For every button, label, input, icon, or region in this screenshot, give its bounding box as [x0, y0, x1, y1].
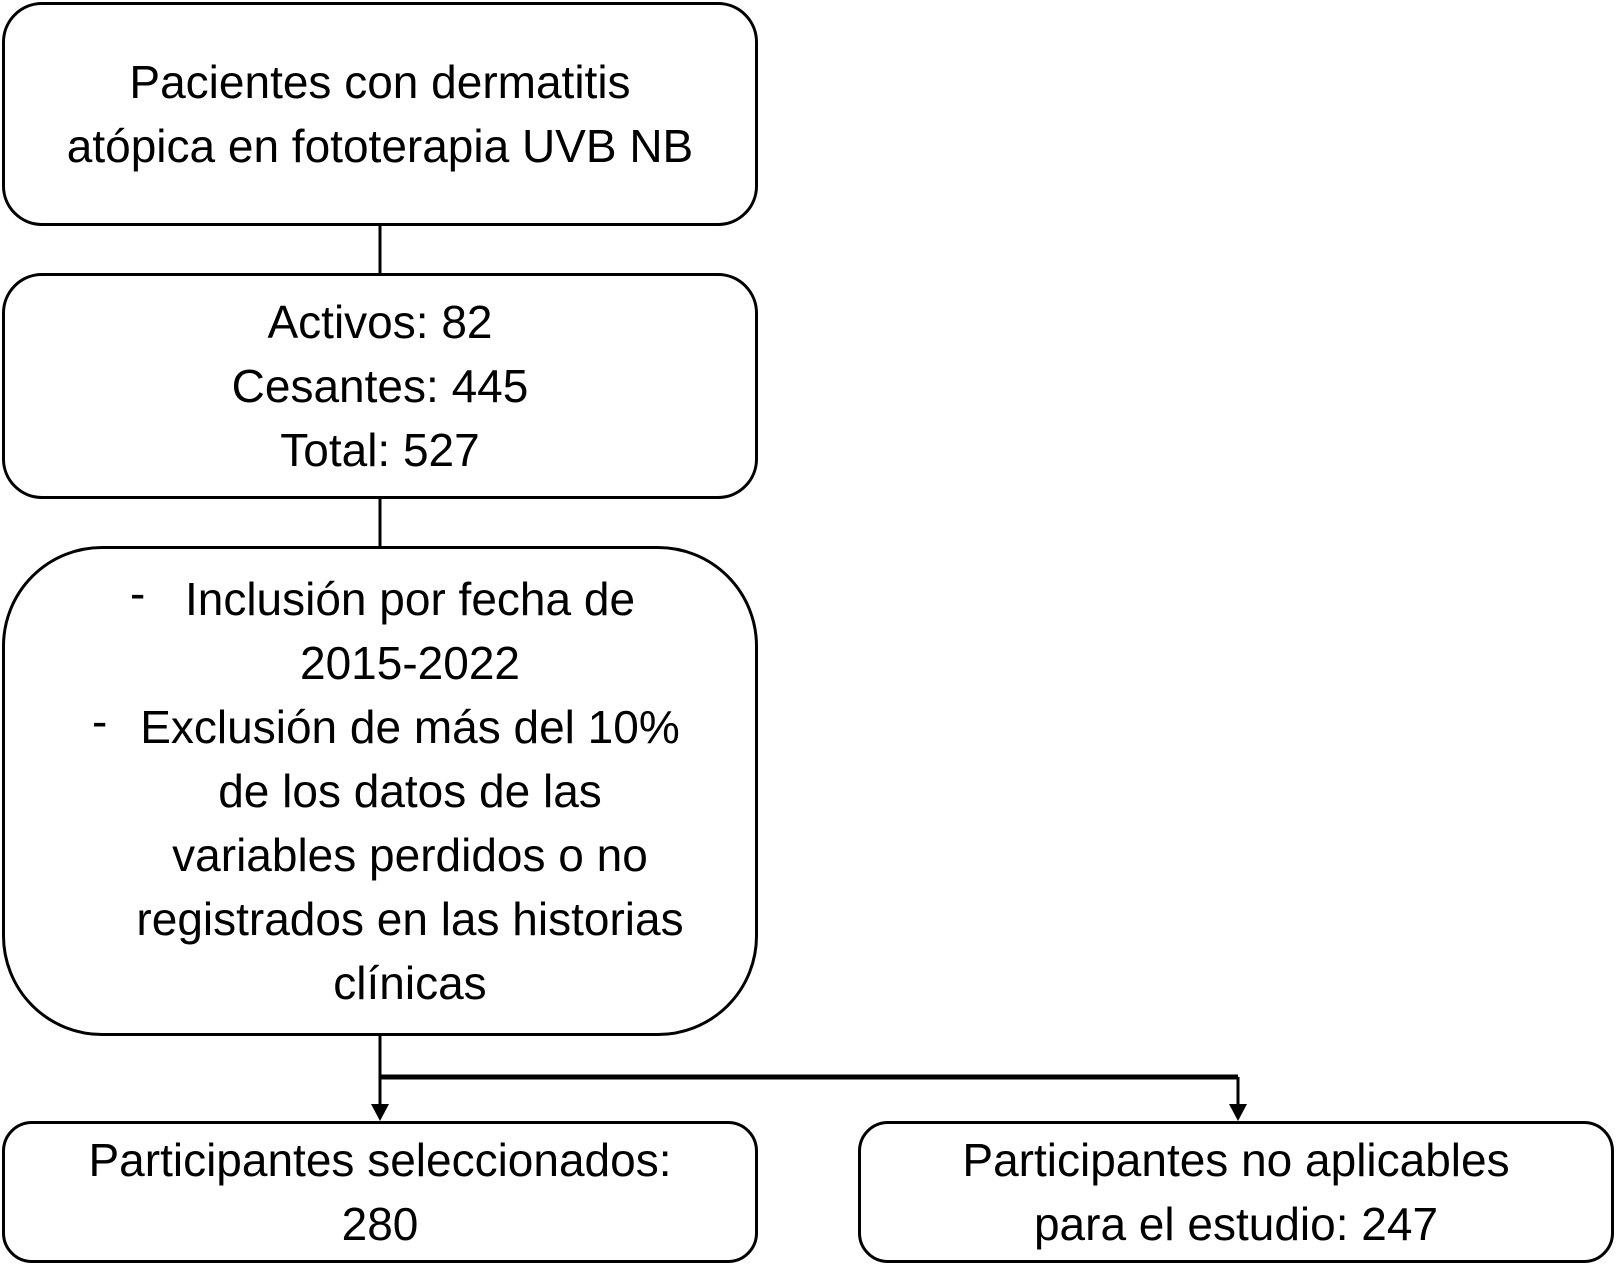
population-box — [2, 2, 758, 226]
arrowhead-to-excluded — [1229, 1104, 1247, 1121]
counts-cesantes: Cesantes: 445 — [231, 360, 529, 412]
inclusion-line-2: 2015-2022 — [300, 637, 520, 689]
population-line-1: Pacientes con dermatitis — [129, 56, 631, 108]
exclusion-criterion — [30, 695, 730, 1015]
population-line-2: atópica en fototerapia UVB NB — [66, 120, 694, 172]
counts-box — [2, 273, 758, 499]
criteria-box — [2, 546, 758, 1036]
inclusion-line-1: Inclusión por fecha de — [184, 573, 636, 625]
exclusion-line-1: Exclusión de más del 10% — [140, 701, 680, 753]
non-applicable-participants-box — [858, 1121, 1614, 1263]
excluded-line-1: Participantes no aplicables — [962, 1134, 1510, 1186]
selected-line-2: 280 — [341, 1198, 419, 1250]
selected-line-1: Participantes seleccionados: — [88, 1134, 672, 1186]
arrowhead-to-selected — [371, 1104, 389, 1121]
exclusion-line-2: de los datos de las — [218, 765, 602, 817]
inclusion-criterion — [30, 567, 730, 695]
exclusion-line-5: clínicas — [333, 957, 487, 1009]
exclusion-line-3: variables perdidos o no — [172, 829, 648, 881]
bullet-dash: - — [130, 567, 146, 619]
excluded-line-2: para el estudio: 247 — [1033, 1198, 1439, 1250]
counts-activos: Activos: 82 — [267, 296, 493, 348]
exclusion-line-4: registrados en las historias — [136, 893, 684, 945]
selected-participants-box — [2, 1121, 758, 1263]
counts-total: Total: 527 — [280, 424, 480, 476]
bullet-dash: - — [92, 695, 108, 747]
